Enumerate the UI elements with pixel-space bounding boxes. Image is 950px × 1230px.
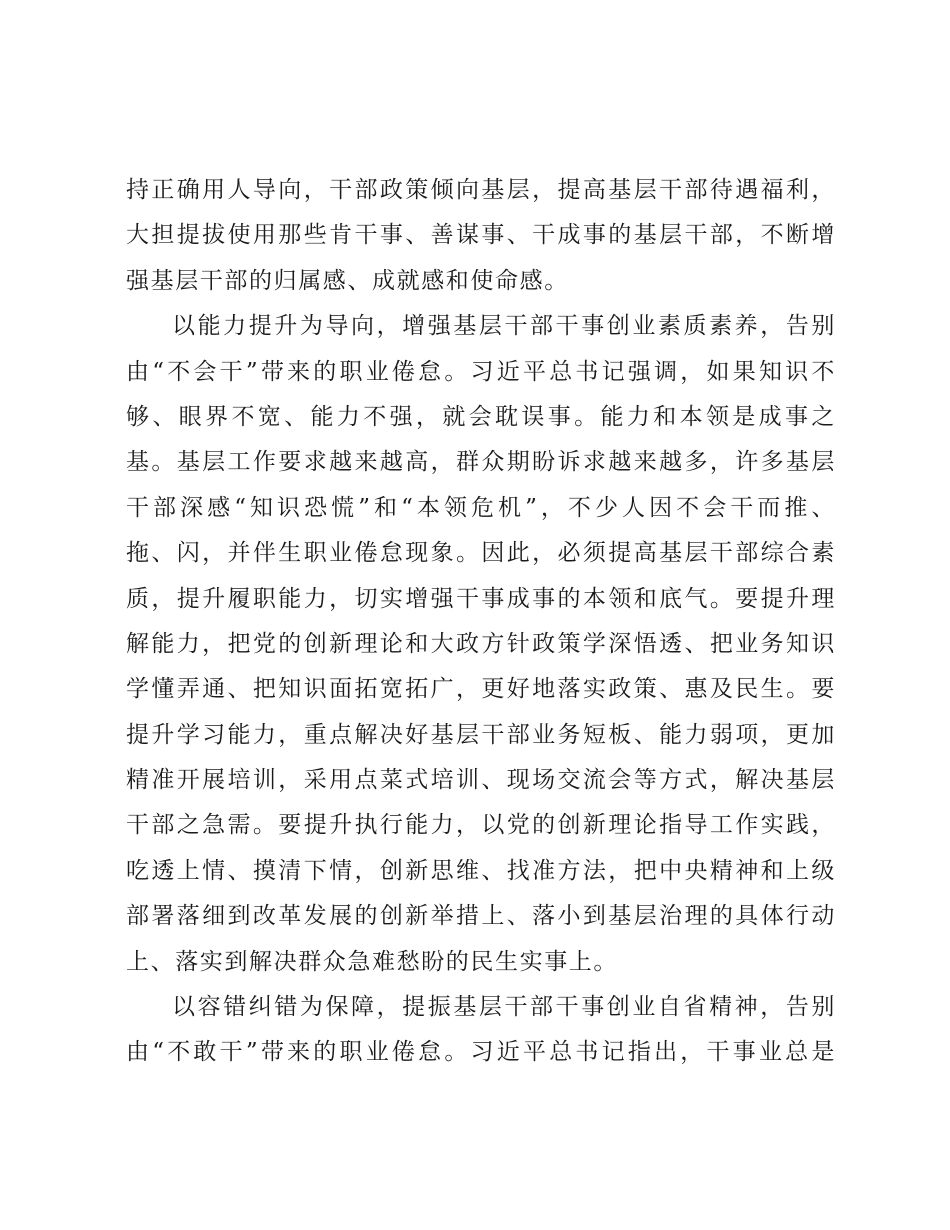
- text-line: 质，提升履职能力，切实增强干事成事的本领和底气。要提升理: [126, 585, 836, 612]
- text-line: 大担提拔使用那些肯干事、善谋事、干成事的基层干部，不断增: [126, 222, 836, 249]
- text-line: 上、落实到解决群众急难愁盼的民生实事上。: [126, 948, 618, 975]
- text-line: 解能力，把党的创新理论和大政方针政策学深悟透、把业务知识: [126, 630, 836, 657]
- text-line: 学懂弄通、把知识面拓宽拓广，更好地落实政策、惠及民生。要: [126, 676, 836, 703]
- text-line: 干部深感“知识恐慌”和“本领危机”，不少人因不会干而推、: [126, 494, 836, 521]
- text-line: 基。基层工作要求越来越高，群众期盼诉求越来越多，许多基层: [126, 449, 836, 476]
- text-line: 以容错纠错为保障，提振基层干部干事创业自省精神，告别: [172, 994, 836, 1021]
- text-line: 以能力提升为导向，增强基层干部干事创业素质素养，告别: [172, 313, 836, 340]
- text-line: 由“不敢干”带来的职业倦怠。习近平总书记指出，干事业总是: [126, 1039, 836, 1066]
- text-line: 够、眼界不宽、能力不强，就会耽误事。能力和本领是成事之: [126, 403, 836, 430]
- text-line: 由“不会干”带来的职业倦怠。习近平总书记强调，如果知识不: [126, 358, 836, 385]
- text-line: 精准开展培训，采用点菜式培训、现场交流会等方式，解决基层: [126, 767, 836, 794]
- text-line: 拖、闪，并伴生职业倦怠现象。因此，必须提高基层干部综合素: [126, 540, 836, 567]
- text-line: 提升学习能力，重点解决好基层干部业务短板、能力弱项，更加: [126, 721, 836, 748]
- text-line: 干部之急需。要提升执行能力，以党的创新理论指导工作实践，: [126, 812, 836, 839]
- text-line: 强基层干部的归属感、成就感和使命感。: [126, 267, 569, 294]
- text-line: 吃透上情、摸清下情，创新思维、找准方法，把中央精神和上级: [126, 857, 836, 884]
- text-line: 部署落细到改革发展的创新举措上、落小到基层治理的具体行动: [126, 903, 836, 930]
- body-text: [126, 168, 836, 1076]
- text-line: 持正确用人导向，干部政策倾向基层，提高基层干部待遇福利，: [126, 177, 836, 203]
